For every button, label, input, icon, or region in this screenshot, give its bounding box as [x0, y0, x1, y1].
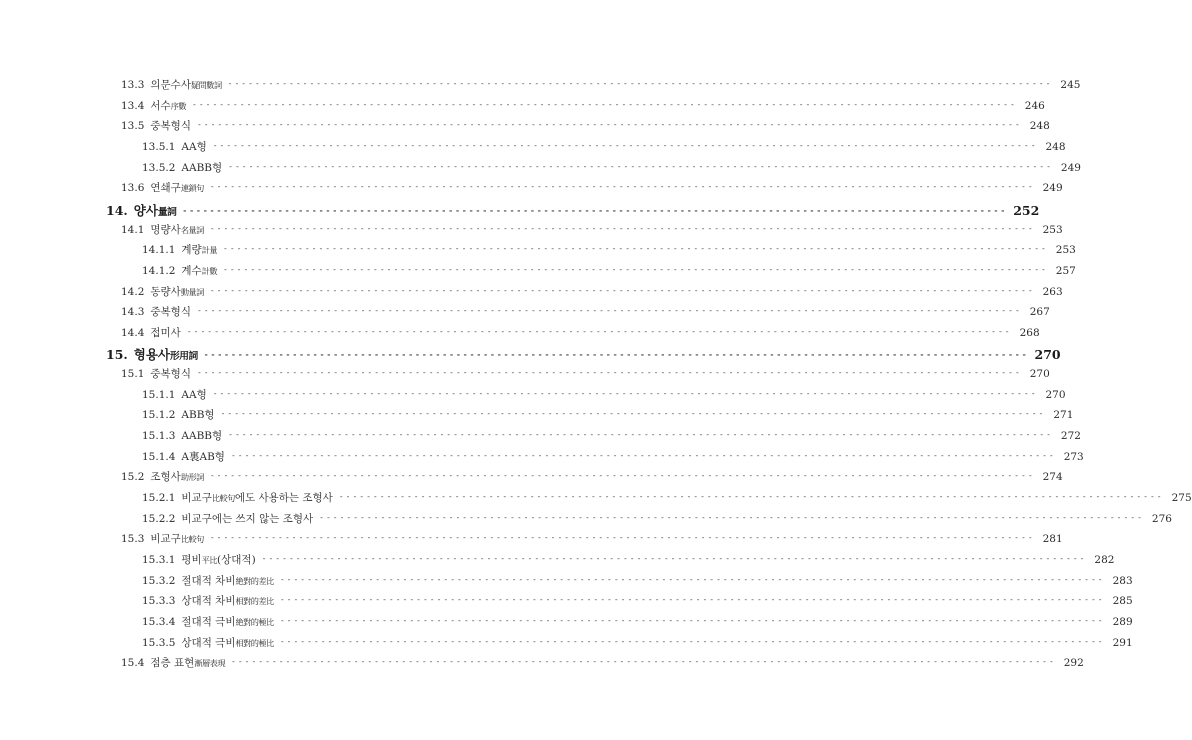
- dot-leader: -------------------------------------------------------------------------------------------------------------------------: [212, 140, 1038, 150]
- section-number: 15.1.2: [142, 409, 176, 422]
- section-title-hanja: 漸層表現: [194, 658, 225, 669]
- section-number: 13.5.1: [142, 140, 176, 153]
- section-title: [181, 490, 332, 505]
- section-title-hanja: 助形詞: [180, 472, 204, 483]
- page-number: 270: [1029, 368, 1050, 381]
- section-number: 13.3: [121, 79, 145, 91]
- dot-leader: -------------------------------------------------------------------------------------------------------------------------: [209, 285, 1035, 295]
- section-title-text: 중복형식: [150, 368, 191, 381]
- section-title-text: AABB형: [181, 430, 223, 443]
- section-title-text: 상대적 극비: [181, 636, 236, 649]
- toc-entry[interactable]: [142, 490, 1192, 505]
- section-title-text: 조형사: [150, 471, 181, 484]
- section-title: [181, 449, 225, 464]
- section-title-text: 평비: [181, 553, 202, 566]
- section-title: [150, 469, 203, 484]
- toc-entry[interactable]: [121, 118, 1050, 133]
- section-number: 15.3.5: [142, 636, 176, 649]
- dot-leader: -------------------------------------------------------------------------------------------------------------------------: [182, 205, 1008, 215]
- section-title-hanja: 量詞: [157, 206, 177, 218]
- section-title-text: 중복형식: [150, 120, 191, 133]
- toc-entry[interactable]: [142, 614, 1133, 629]
- section-number: 14.1.1: [142, 244, 176, 257]
- dot-leader: -------------------------------------------------------------------------------------------------------------------------: [196, 306, 1022, 316]
- page-number: 249: [1042, 182, 1063, 195]
- section-title: [150, 222, 203, 237]
- section-title-text: 점층 표현: [150, 657, 195, 670]
- page-number: 281: [1042, 533, 1063, 546]
- dot-leader: -------------------------------------------------------------------------------------------------------------------------: [223, 244, 1048, 254]
- section-title-text: 서수: [150, 99, 171, 112]
- section-title-text: 의문수사: [150, 79, 191, 91]
- page-number: 282: [1094, 553, 1115, 566]
- dot-leader: -------------------------------------------------------------------------------------------------------------------------: [228, 161, 1053, 171]
- dot-leader: -------------------------------------------------------------------------------------------------------------------------: [196, 368, 1022, 378]
- section-title-text: AA형: [181, 388, 207, 401]
- toc-entry[interactable]: [142, 387, 1066, 402]
- section-number: 15.3.3: [142, 595, 176, 608]
- section-title-text: A裏AB형: [181, 450, 225, 463]
- section-title-hanja: 絶對的極比: [235, 616, 274, 627]
- section-number: 13.5: [121, 120, 145, 133]
- dot-leader: -------------------------------------------------------------------------------------------------------------------------: [279, 615, 1105, 625]
- dot-leader: -------------------------------------------------------------------------------------------------------------------------: [279, 595, 1105, 605]
- toc-entry[interactable]: [121, 284, 1063, 299]
- dot-leader: -------------------------------------------------------------------------------------------------------------------------: [186, 326, 1012, 336]
- page-number: 271: [1053, 409, 1074, 422]
- dot-leader: -------------------------------------------------------------------------------------------------------------------------: [212, 388, 1038, 398]
- section-title-text: 계량: [181, 244, 202, 257]
- toc-entry[interactable]: [106, 345, 1061, 363]
- dot-leader: -------------------------------------------------------------------------------------------------------------------------: [209, 223, 1035, 233]
- section-title: [181, 387, 206, 402]
- page-number: 285: [1112, 595, 1133, 608]
- section-number: 13.5.2: [142, 161, 176, 174]
- page-number: 248: [1029, 120, 1050, 133]
- section-title-text: 비교구: [150, 533, 181, 546]
- section-title-hanja: 相對的差比: [235, 596, 274, 607]
- page-number: 291: [1112, 636, 1133, 649]
- section-number: 15.1: [121, 368, 145, 381]
- section-number: 14.3: [121, 306, 145, 319]
- toc-entry[interactable]: [142, 552, 1115, 567]
- toc-entry[interactable]: [121, 531, 1063, 546]
- toc-entry[interactable]: [142, 160, 1081, 175]
- section-title: [181, 428, 222, 443]
- section-title: [150, 655, 225, 670]
- section-title: [181, 573, 273, 588]
- page-number: 272: [1060, 430, 1081, 443]
- section-number: 15.3.4: [142, 615, 176, 628]
- toc-entry[interactable]: [142, 635, 1133, 650]
- section-title: [150, 366, 191, 381]
- section-title: [150, 98, 186, 113]
- dot-leader: -------------------------------------------------------------------------------------------------------------------------: [227, 79, 1053, 88]
- section-title-hanja: 計數: [201, 265, 218, 276]
- page-number: 253: [1055, 244, 1076, 257]
- section-title: [181, 635, 273, 650]
- toc-entry[interactable]: [121, 222, 1063, 237]
- dot-leader: -------------------------------------------------------------------------------------------------------------------------: [223, 264, 1048, 274]
- section-number: 15.1.1: [142, 388, 176, 401]
- section-title: [181, 552, 255, 567]
- page-number: 252: [1013, 202, 1040, 218]
- dot-leader: -------------------------------------------------------------------------------------------------------------------------: [319, 512, 1144, 522]
- section-title: [134, 345, 198, 363]
- section-title: [181, 242, 217, 257]
- section-title-text: 연쇄구: [150, 182, 181, 195]
- page-number: 245: [1060, 79, 1081, 91]
- section-number: 15.4: [121, 657, 145, 670]
- section-number: 15.3.2: [142, 574, 176, 587]
- toc-entry[interactable]: [121, 469, 1063, 484]
- dot-leader: -------------------------------------------------------------------------------------------------------------------------: [220, 409, 1046, 419]
- section-title-text: AA형: [181, 140, 207, 153]
- dot-leader: -------------------------------------------------------------------------------------------------------------------------: [209, 182, 1035, 192]
- section-title-text: 비교구: [181, 492, 212, 504]
- section-title: [150, 304, 191, 319]
- section-number: 13.6: [121, 182, 145, 195]
- toc-entry[interactable]: [121, 325, 1040, 340]
- section-number: 14.2: [121, 285, 145, 298]
- page-number: 273: [1063, 450, 1084, 463]
- dot-leader: -------------------------------------------------------------------------------------------------------------------------: [231, 657, 1056, 667]
- toc-entry[interactable]: [142, 242, 1076, 257]
- section-title-text: 중복형식: [150, 306, 191, 319]
- section-title: [150, 180, 203, 195]
- section-title-text: AABB형: [181, 161, 223, 174]
- section-title-hanja: 序數: [170, 100, 187, 111]
- section-number: 15.2: [121, 471, 145, 484]
- section-title-text: 명량사: [150, 223, 181, 236]
- section-title-hanja: 動量詞: [180, 286, 204, 297]
- section-title: [181, 139, 206, 154]
- section-number: 15.1.3: [142, 430, 176, 443]
- dot-leader: -------------------------------------------------------------------------------------------------------------------------: [279, 574, 1105, 584]
- section-number: 14.: [106, 202, 128, 218]
- section-title-text: 양사: [133, 202, 158, 218]
- section-title: [150, 531, 203, 546]
- dot-leader: -------------------------------------------------------------------------------------------------------------------------: [203, 350, 1029, 360]
- page-number: 263: [1042, 285, 1063, 298]
- toc-entry[interactable]: [142, 449, 1084, 464]
- section-number: 14.4: [121, 326, 145, 339]
- page-number: 283: [1112, 574, 1133, 587]
- section-title-hanja: 計量: [201, 245, 218, 256]
- toc-entry[interactable]: [121, 180, 1063, 195]
- page-number: 249: [1060, 161, 1081, 174]
- section-title: [181, 263, 217, 278]
- section-title: [181, 407, 214, 422]
- section-title-hanja: 比較句: [211, 493, 235, 503]
- page-number: 289: [1112, 615, 1133, 628]
- section-title-text: ABB형: [181, 409, 215, 422]
- section-title: [134, 201, 177, 219]
- section-number: 15.3: [121, 533, 145, 546]
- dot-leader: -------------------------------------------------------------------------------------------------------------------------: [338, 492, 1164, 501]
- toc-entry[interactable]: [142, 573, 1133, 588]
- section-title: [150, 325, 180, 340]
- section-title-hanja: 形用詞: [169, 351, 198, 363]
- section-number: 14.1.2: [142, 264, 176, 277]
- page-number: 276: [1151, 512, 1172, 525]
- section-title-text: 비교구에는 쓰지 않는 조형사: [181, 512, 314, 525]
- section-title-text: 형용사: [133, 347, 170, 363]
- toc-entry[interactable]: [121, 655, 1084, 670]
- page-number: 267: [1029, 306, 1050, 319]
- toc-entry[interactable]: [106, 201, 1040, 219]
- toc-entry[interactable]: [121, 98, 1045, 113]
- dot-leader: -------------------------------------------------------------------------------------------------------------------------: [209, 533, 1035, 543]
- page-number: 270: [1045, 388, 1066, 401]
- page-number: 268: [1019, 326, 1040, 339]
- section-title-text: 상대적 차비: [181, 595, 236, 608]
- section-title-text: 절대적 차비: [181, 574, 236, 587]
- section-title: [150, 77, 221, 92]
- section-title: [150, 118, 191, 133]
- toc-entry[interactable]: [142, 407, 1074, 422]
- section-title: [181, 614, 273, 629]
- dot-leader: -------------------------------------------------------------------------------------------------------------------------: [261, 553, 1087, 563]
- page-number: 248: [1045, 140, 1066, 153]
- dot-leader: -------------------------------------------------------------------------------------------------------------------------: [279, 636, 1105, 646]
- toc-entry[interactable]: [121, 77, 1081, 92]
- section-number: 15.1.4: [142, 450, 176, 463]
- section-title-hanja: 絶對的差比: [235, 575, 274, 586]
- toc-entry[interactable]: [142, 593, 1133, 608]
- page-number: 257: [1055, 264, 1076, 277]
- section-number: 15.: [106, 347, 128, 363]
- section-title-hanja: 比較句: [180, 534, 204, 545]
- page-number: 253: [1042, 223, 1063, 236]
- section-title: [181, 160, 222, 175]
- toc-entry[interactable]: [121, 304, 1050, 319]
- toc-entry[interactable]: [142, 139, 1066, 154]
- section-title-suffix: (상대적): [217, 553, 256, 566]
- section-number: 15.2.1: [142, 492, 176, 504]
- page-number: 274: [1042, 471, 1063, 484]
- section-title: [150, 284, 203, 299]
- section-title-hanja: 連鎖句: [180, 183, 204, 194]
- page-number: 275: [1171, 492, 1192, 504]
- page-number: 292: [1063, 657, 1084, 670]
- section-title-hanja: 平比: [201, 554, 218, 565]
- dot-leader: -------------------------------------------------------------------------------------------------------------------------: [192, 99, 1017, 109]
- dot-leader: -------------------------------------------------------------------------------------------------------------------------: [209, 471, 1035, 481]
- toc-entry[interactable]: [121, 366, 1050, 381]
- section-title-hanja: 相對的極比: [235, 637, 274, 648]
- section-number: 15.2.2: [142, 512, 176, 525]
- toc-entry[interactable]: [142, 263, 1076, 278]
- section-number: 15.3.1: [142, 553, 176, 566]
- page-number: 270: [1034, 347, 1061, 363]
- section-title-hanja: 疑問數詞: [190, 80, 222, 90]
- section-title: [181, 511, 313, 526]
- section-number: 14.1: [121, 223, 145, 236]
- section-title-text: 동량사: [150, 285, 181, 298]
- section-title-text: 계수: [181, 264, 202, 277]
- dot-leader: -------------------------------------------------------------------------------------------------------------------------: [196, 120, 1022, 130]
- section-title-suffix: 에도 사용하는 조형사: [234, 492, 333, 504]
- section-title-text: 접미사: [150, 326, 181, 339]
- page-number: 246: [1024, 99, 1045, 112]
- section-title-hanja: 名量詞: [180, 224, 204, 235]
- section-number: 13.4: [121, 99, 145, 112]
- section-title-text: 절대적 극비: [181, 615, 236, 628]
- dot-leader: -------------------------------------------------------------------------------------------------------------------------: [228, 430, 1053, 440]
- dot-leader: -------------------------------------------------------------------------------------------------------------------------: [230, 450, 1056, 460]
- toc-entry[interactable]: [142, 428, 1081, 443]
- section-title: [181, 593, 273, 608]
- toc-entry[interactable]: [142, 511, 1172, 526]
